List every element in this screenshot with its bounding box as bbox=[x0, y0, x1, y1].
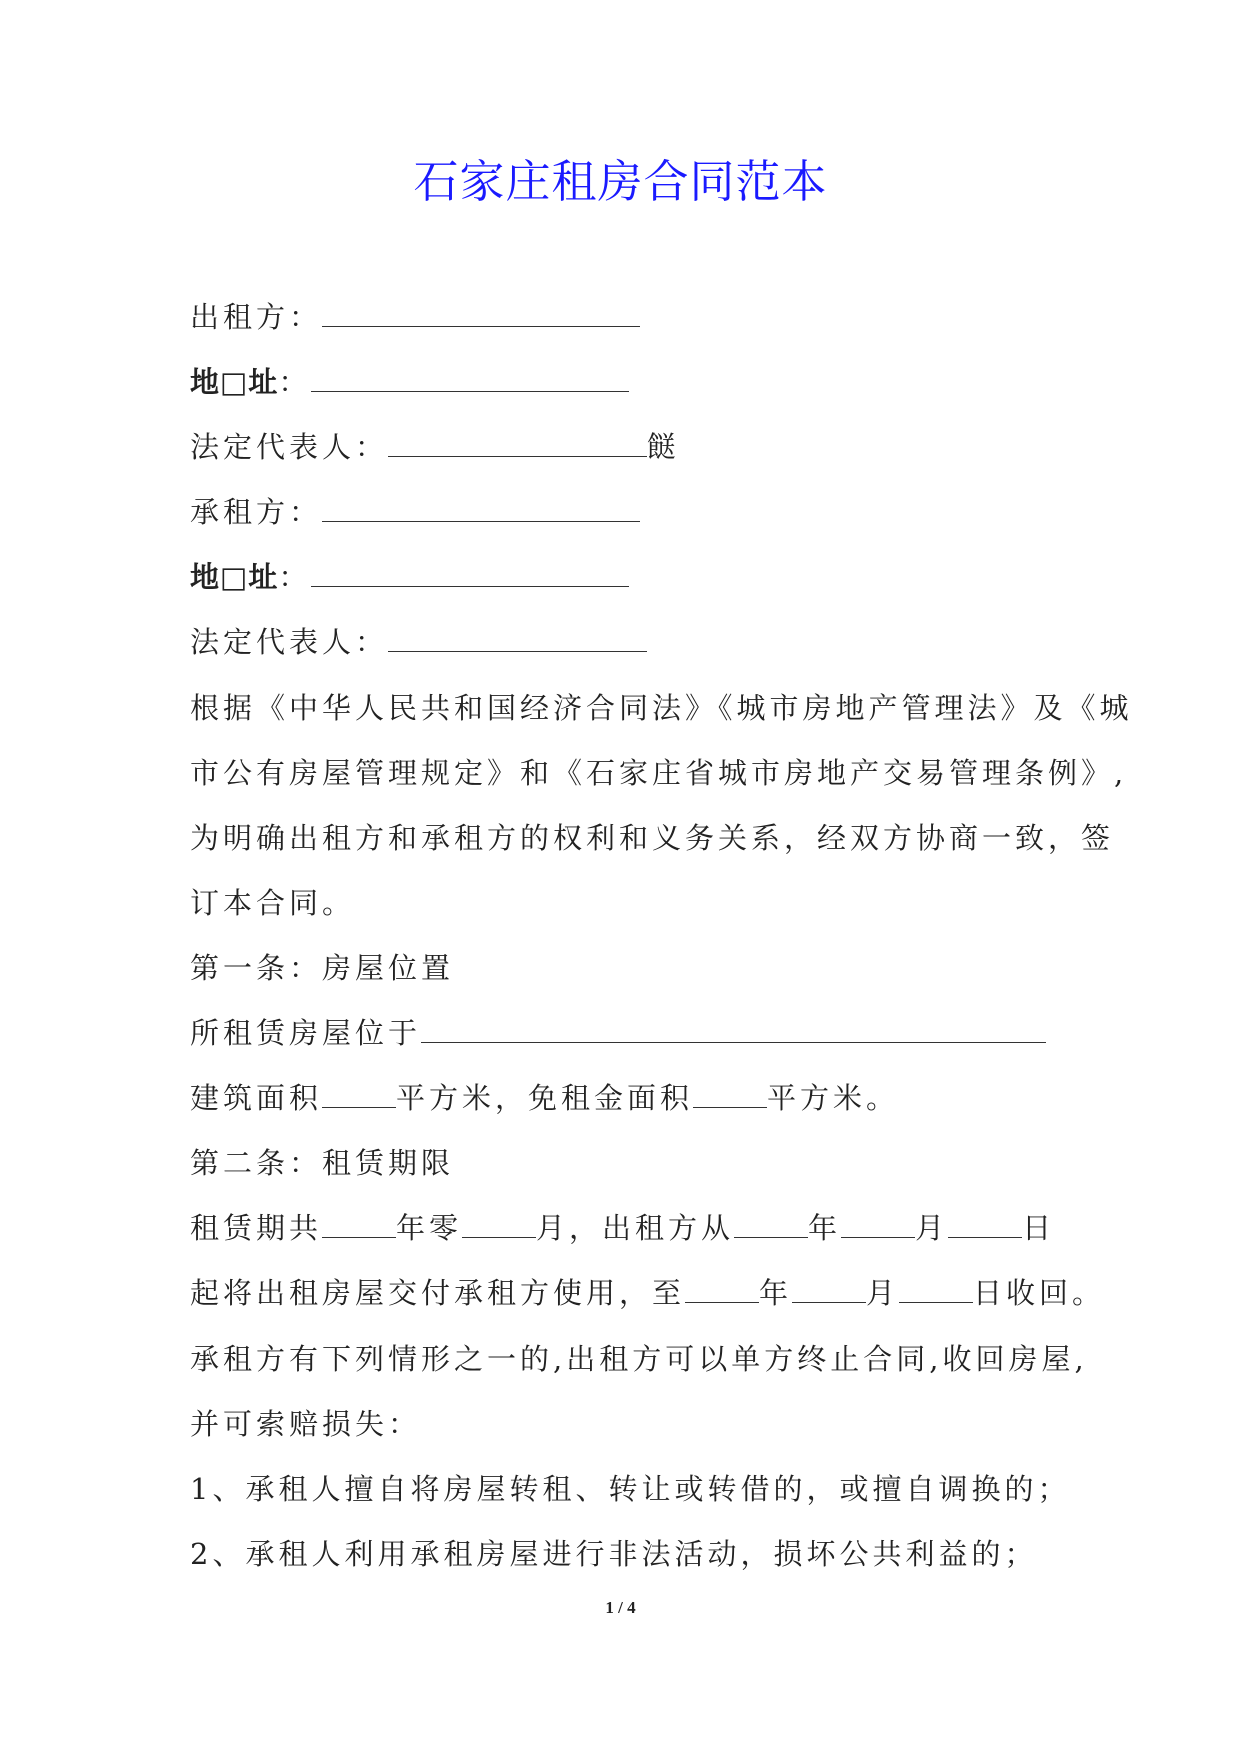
lessor-address-label: 地□址 bbox=[190, 365, 279, 400]
area-label-c: 平方米。 bbox=[767, 1081, 900, 1116]
area-label-a: 建筑面积 bbox=[190, 1081, 323, 1116]
area-label-b: 平方米，免租金面积 bbox=[396, 1081, 694, 1116]
handover-text-c: 月 bbox=[866, 1276, 900, 1311]
lessee-address-colon: ： bbox=[278, 560, 312, 595]
term-line bbox=[190, 1196, 1070, 1261]
start-month-blank bbox=[841, 1215, 915, 1238]
location-label: 所租赁房屋位于 bbox=[190, 1016, 422, 1051]
lessee-address-blank bbox=[311, 564, 629, 587]
lessee-line bbox=[190, 480, 1070, 545]
start-year-blank bbox=[734, 1215, 808, 1238]
lessor-address-blank bbox=[311, 369, 629, 392]
document-body bbox=[190, 285, 1133, 1587]
preamble-line-4: 订本合同。 bbox=[190, 885, 356, 920]
end-month-blank bbox=[792, 1280, 866, 1303]
lessee-rep-label: 法定代表人： bbox=[190, 625, 389, 660]
preamble-line-2: 市公有房屋管理规定》和《石家庄省城市房地产交易管理条例》, bbox=[190, 755, 1128, 790]
lessor-rep-suffix: 餸 bbox=[647, 430, 681, 465]
preamble-line-1: 根据《中华人民共和国经济合同法》《城市房地产管理法》及《城 bbox=[190, 690, 1133, 725]
handover-text-d: 日收回。 bbox=[973, 1276, 1106, 1311]
document-title bbox=[0, 152, 1241, 212]
handover-text-a: 起将出租房屋交付承租方使用，至 bbox=[190, 1276, 686, 1311]
lessee-label: 承租方： bbox=[190, 495, 323, 530]
termination-item-2: 2、承租人利用承租房屋进行非法活动，损坏公共利益的； bbox=[190, 1536, 1038, 1571]
term-text-f: 日 bbox=[1022, 1211, 1056, 1246]
free-area-blank bbox=[693, 1085, 767, 1108]
document-title-text: 石家庄租房合同范本 bbox=[413, 155, 828, 208]
handover-line bbox=[190, 1261, 1106, 1326]
article1-heading: 第一条：房屋位置 bbox=[190, 950, 455, 985]
area-line bbox=[190, 1066, 1070, 1131]
building-area-blank bbox=[322, 1085, 396, 1108]
lessor-address-line bbox=[190, 350, 1070, 415]
termination-line-2: 并可索赔损失： bbox=[190, 1406, 422, 1441]
termination-line-1: 承租方有下列情形之一的,出租方可以单方终止合同,收回房屋, bbox=[190, 1341, 1088, 1376]
term-years-blank bbox=[322, 1215, 396, 1238]
article2-heading: 第二条：租赁期限 bbox=[190, 1146, 455, 1181]
term-months-blank bbox=[462, 1215, 536, 1238]
term-text-c: 月，出租方从 bbox=[536, 1211, 735, 1246]
page-number: 1 / 4 bbox=[605, 1598, 636, 1617]
termination-item-1: 1、承租人擅自将房屋转租、转让或转借的，或擅自调换的； bbox=[190, 1471, 1071, 1506]
lessee-address-label: 地□址 bbox=[190, 560, 279, 595]
term-text-d: 年 bbox=[808, 1211, 842, 1246]
lessor-address-colon: ： bbox=[278, 365, 312, 400]
lessee-blank bbox=[322, 499, 640, 522]
term-text-b: 年零 bbox=[396, 1211, 463, 1246]
term-text-e: 月 bbox=[915, 1211, 949, 1246]
term-text-a: 租赁期共 bbox=[190, 1211, 323, 1246]
lessor-line bbox=[190, 285, 1070, 350]
lessee-address-line bbox=[190, 545, 1070, 610]
handover-text-b: 年 bbox=[759, 1276, 793, 1311]
lessee-rep-blank bbox=[388, 629, 647, 652]
end-day-blank bbox=[899, 1280, 973, 1303]
start-day-blank bbox=[948, 1215, 1022, 1238]
preamble-line-3: 为明确出租方和承租方的权利和义务关系，经双方协商一致，签 bbox=[190, 820, 1115, 855]
lessor-blank bbox=[322, 304, 640, 327]
location-blank bbox=[421, 1020, 1046, 1043]
lessor-rep-blank bbox=[388, 434, 647, 457]
lessor-label: 出租方： bbox=[190, 300, 323, 334]
end-year-blank bbox=[685, 1280, 759, 1303]
location-line bbox=[190, 1001, 1070, 1066]
lessor-rep-line bbox=[190, 415, 1070, 480]
lessee-rep-line bbox=[190, 610, 1070, 675]
lessor-rep-label: 法定代表人： bbox=[190, 430, 389, 465]
